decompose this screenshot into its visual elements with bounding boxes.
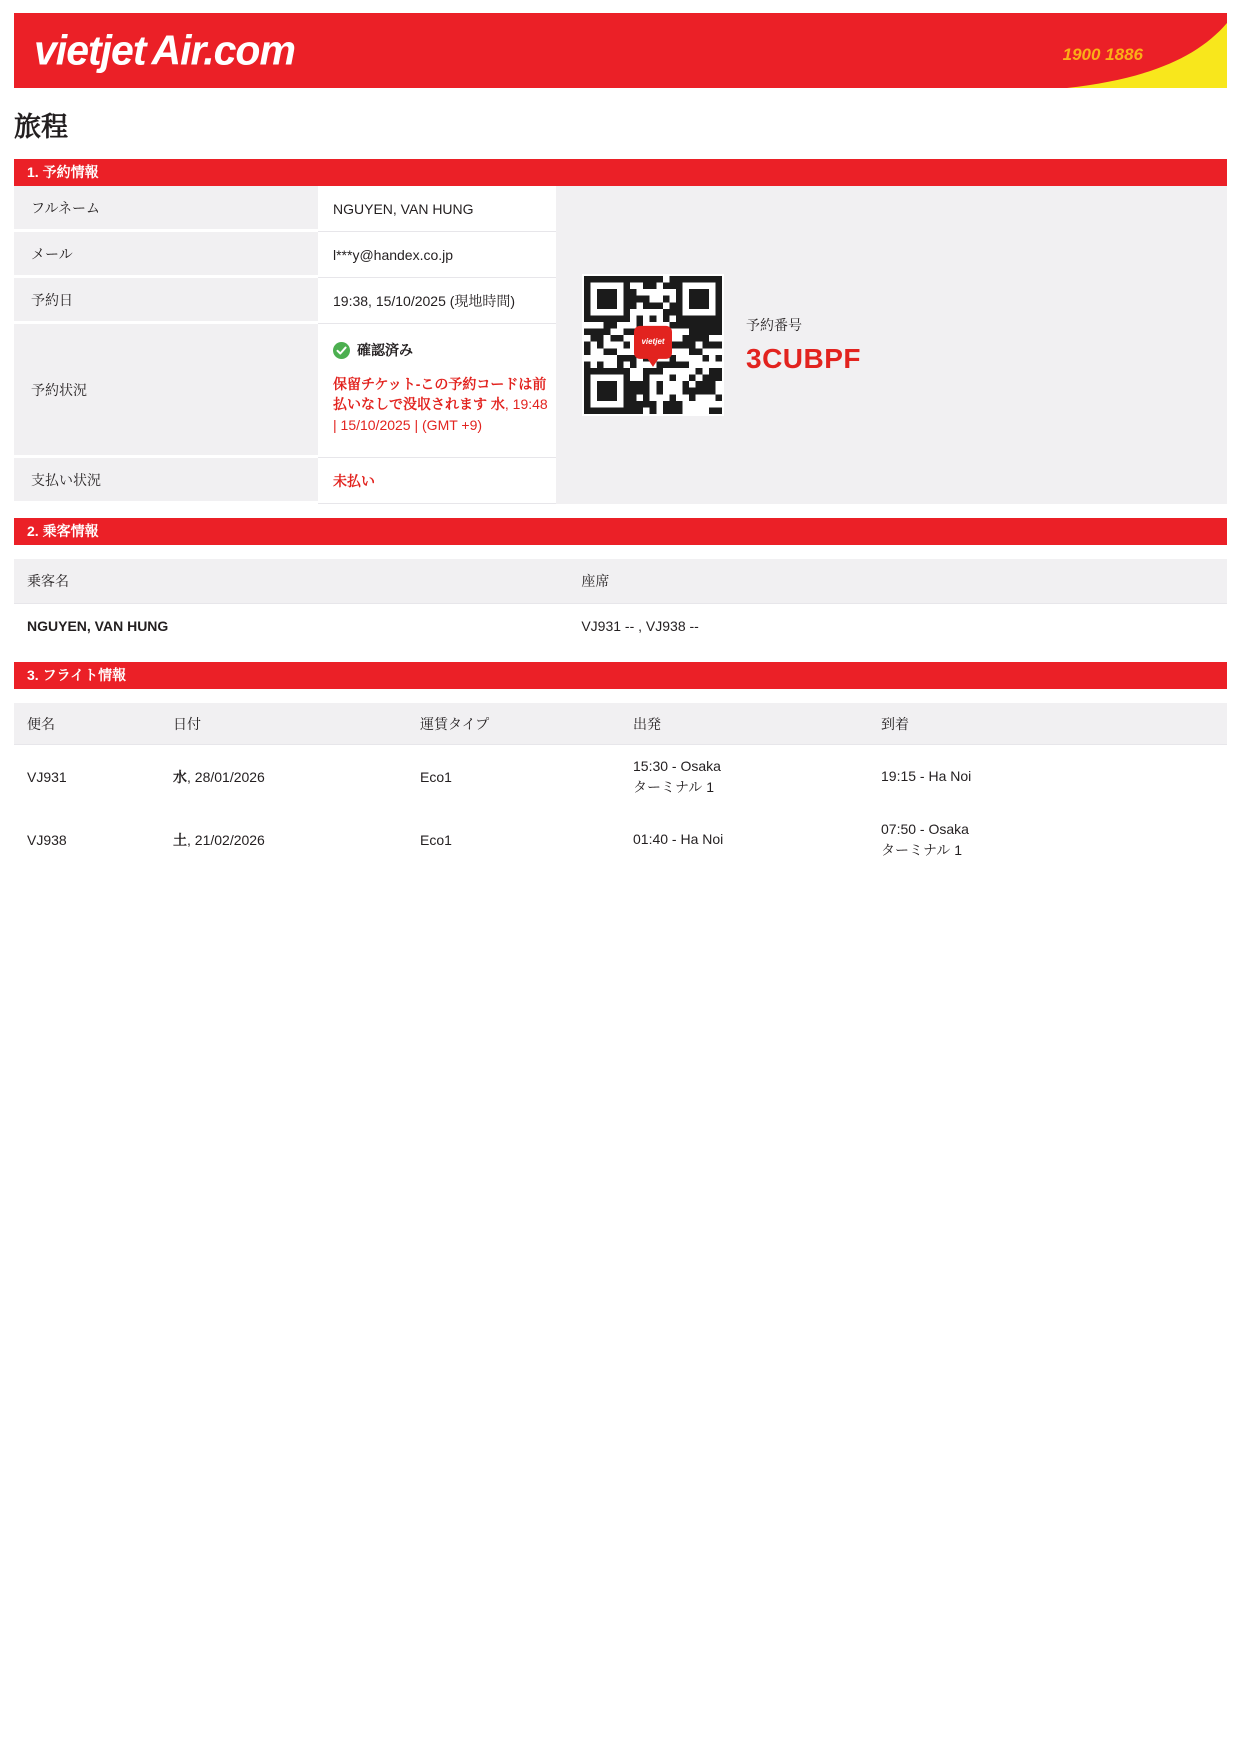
flight-number-column-header: 便名 <box>27 715 55 732</box>
vietjet-logo <box>14 26 295 74</box>
warning-text-rest: , 19:48 | 15/10/2025 | (GMT +9) <box>333 396 548 433</box>
warning-text-bold: 保留チケット-この予約コードは前払いなしで没収されます 水 <box>333 376 547 413</box>
arrival-info: 07:50 - Osaka ターミナル 1 <box>881 821 969 858</box>
email-value: l***y@handex.co.jp <box>318 232 556 278</box>
passenger-name: NGUYEN, VAN HUNG <box>27 618 169 634</box>
section-header-flight-info: 3. フライト情報 <box>14 662 1227 689</box>
itinerary-page <box>0 0 1241 871</box>
booking-info-table <box>14 186 556 504</box>
logo-text-vietjet: vietjet <box>34 26 146 74</box>
passenger-table-header <box>14 559 1227 604</box>
flight-table-header <box>14 703 1227 745</box>
fare-type: Eco1 <box>420 768 452 785</box>
flight-date: 土, 21/02/2026 <box>173 831 265 848</box>
seat-column-header: 座席 <box>581 573 610 589</box>
table-row <box>14 458 556 504</box>
departure-column-header: 出発 <box>633 715 661 732</box>
green-check-icon <box>333 342 350 359</box>
fare-type-column-header: 運賃タイプ <box>420 715 490 732</box>
hold-ticket-warning <box>333 374 548 449</box>
payment-status-label: 支払い状況 <box>14 458 318 504</box>
qr-code <box>582 274 724 416</box>
passenger-row <box>14 604 1227 648</box>
full-name-label: フルネーム <box>14 186 318 232</box>
full-name-value: NGUYEN, VAN HUNG <box>318 186 556 232</box>
email-label: メール <box>14 232 318 278</box>
logo-text-com: .com <box>203 26 295 74</box>
booking-status-label: 予約状況 <box>14 324 318 458</box>
flight-date: 水, 28/01/2026 <box>173 768 265 785</box>
flight-number: VJ938 <box>27 831 67 848</box>
arrival-info: 19:15 - Ha Noi <box>881 768 972 785</box>
table-row <box>14 278 556 324</box>
booking-date-value: 19:38, 15/10/2025 (現地時間) <box>318 278 556 324</box>
flight-row <box>14 808 1227 871</box>
table-row <box>14 232 556 278</box>
section-header-booking-info: 1. 予約情報 <box>14 159 1227 186</box>
flight-table <box>14 703 1227 871</box>
passenger-table <box>14 559 1227 648</box>
qr-center-vietjet-logo: vietjet <box>634 326 672 359</box>
flight-row <box>14 745 1227 808</box>
booking-number-value: 3CUBPF <box>746 343 862 374</box>
flight-number: VJ931 <box>27 768 67 785</box>
passenger-name-column-header: 乗客名 <box>27 573 69 589</box>
header-banner <box>14 13 1227 88</box>
yellow-corner-swoosh-decoration <box>1067 13 1227 88</box>
page-title: 旅程 <box>14 112 68 142</box>
departure-info: 01:40 - Ha Noi <box>633 831 724 848</box>
passenger-seats: VJ931 -- , VJ938 -- <box>581 618 699 634</box>
booking-number-label: 予約番号 <box>746 317 802 333</box>
arrival-column-header: 到着 <box>881 715 909 732</box>
table-row <box>14 324 556 458</box>
hotline-number: 1900 1886 <box>1062 45 1143 64</box>
payment-status-value: 未払い <box>318 458 556 504</box>
booking-number-block <box>746 315 861 375</box>
confirmed-status-text: 確認済み <box>357 342 413 358</box>
booking-number-panel <box>556 186 1227 504</box>
table-row <box>14 186 556 232</box>
booking-info-section <box>14 186 1227 504</box>
departure-info: 15:30 - Osaka ターミナル 1 <box>633 758 721 795</box>
booking-date-label: 予約日 <box>14 278 318 324</box>
logo-text-air: Air <box>151 26 204 74</box>
fare-type: Eco1 <box>420 831 452 848</box>
booking-status-value <box>318 324 556 458</box>
date-column-header: 日付 <box>173 715 201 732</box>
confirmed-status <box>333 340 548 360</box>
section-header-passenger-info: 2. 乗客情報 <box>14 518 1227 545</box>
